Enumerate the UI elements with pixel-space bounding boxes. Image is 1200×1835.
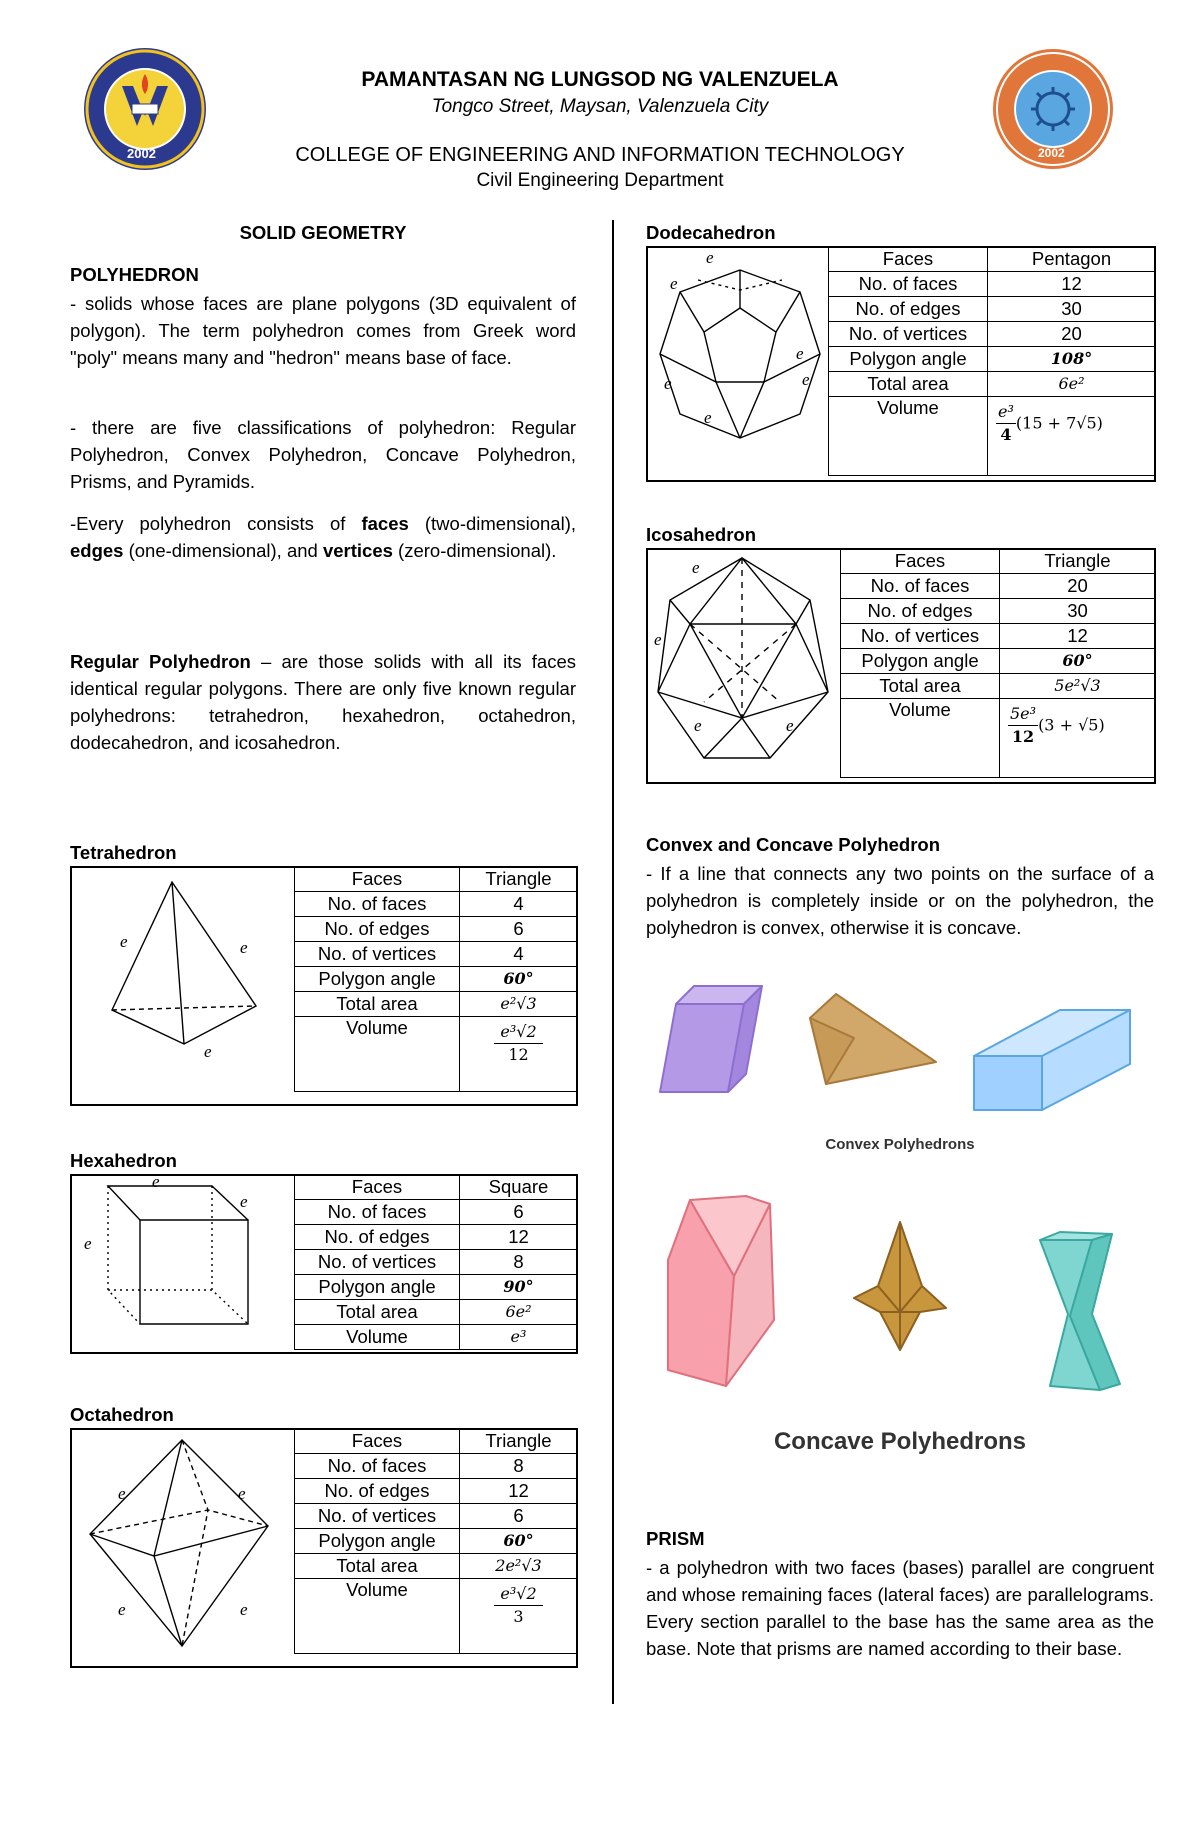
tetrahedron-title: Tetrahedron [70, 842, 177, 863]
hexahedron-title: Hexahedron [70, 1150, 177, 1171]
college-name: COLLEGE OF ENGINEERING AND INFORMATION TECHNOLOGY [295, 144, 905, 166]
edge-label: e [118, 1600, 126, 1619]
hexahedron-table: Faces Square No. of faces 6 No. of edges 12 No. of vertices 8 Polygon angle 90° Total area 6e² Volume e³ [294, 1174, 578, 1350]
convex-def: - If a line that connects any two points on the surface of a polyhedron is completely inside or on the polyhedron, the polyhedron is convex, otherwise it is concave. [646, 863, 1154, 938]
university-address: Tongco Street, Maysan, Valenzuela City [431, 96, 769, 117]
icosahedron-table: Faces Triangle No. of faces 20 No. of edges 30 No. of vertices 12 Polygon angle 60° Total area 5e²√3 Volume $\frac{\text{5e³}}{12}$ (3 + √5) [840, 548, 1156, 778]
convex-title: Convex and Concave Polyhedron [646, 834, 941, 855]
edge-label: e [802, 370, 810, 389]
edge-label: e [706, 248, 714, 267]
edge-label: e [664, 374, 672, 393]
edge-label: e [654, 630, 662, 649]
column-divider [612, 220, 614, 1704]
university-name: PAMANTASAN NG LUNGSOD NG VALENZUELA [361, 68, 839, 91]
edge-label: e [670, 274, 678, 293]
left-seal-year: 2002 [127, 146, 156, 161]
edge-label: e [240, 1192, 248, 1211]
hexahedron-figure [72, 1176, 292, 1352]
convex-caption: Convex Polyhedrons [825, 1136, 975, 1153]
section-title: SOLID GEOMETRY [239, 222, 407, 243]
edge-label: e [704, 408, 712, 427]
dodecahedron-table: Faces Pentagon No. of faces 12 No. of edges 30 No. of vertices 20 Polygon angle 108° Total area 6e² Volume $\frac{\text{e³}}{4}$ (15 + 7√5) [828, 246, 1156, 476]
octahedron-figure [72, 1430, 292, 1666]
icosahedron-figure [650, 552, 840, 780]
edge-label: e [118, 1484, 126, 1503]
tetrahedron-figure [72, 868, 292, 1104]
concave-polyhedrons-figure [650, 1190, 1150, 1400]
tetrahedron-table: Faces Triangle No. of faces 4 No. of edges 6 No. of vertices 4 Polygon angle 60° Total area e²√3 Volume e³√2 12 [294, 866, 578, 1092]
edge-label: e [796, 344, 804, 363]
right-seal-year: 2002 [1038, 146, 1065, 160]
prism-def: - a polyhedron with two faces (bases) parallel are congruent and whose remaining faces (lateral faces) are parallelograms. Every section parallel to the base has the same area as the base. Note that prisms are named according to their base. [646, 1557, 1154, 1659]
edge-label: e [204, 1042, 212, 1061]
edge-label: e [120, 932, 128, 951]
polyhedron-parts: -Every polyhedron consists of faces (two-dimensional), edges (one-dimensional), and vertices (zero-dimensional). [70, 513, 577, 561]
edge-label: e [84, 1234, 92, 1253]
dodecahedron-title: Dodecahedron [646, 222, 776, 243]
edge-label: e [152, 1172, 160, 1191]
edge-label: e [692, 558, 700, 577]
edge-label: e [786, 716, 794, 735]
edge-label: e [238, 1484, 246, 1503]
prism-title: PRISM [646, 1528, 705, 1549]
icosahedron-title: Icosahedron [646, 524, 756, 545]
polyhedron-def: - solids whose faces are plane polygons (3D equivalent of polygon). The term polyhedron comes from Greek word "poly" means many and "hedron" means base of face. [70, 293, 576, 368]
edge-label: e [694, 716, 702, 735]
edge-label: e [240, 1600, 248, 1619]
department-name: Civil Engineering Department [476, 170, 724, 191]
edge-label: e [240, 938, 248, 957]
convex-polyhedrons-figure [650, 980, 1150, 1116]
polyhedron-classes: - there are five classifications of polyhedron: Regular Polyhedron, Convex Polyhedron, Concave Polyhedron, Prisms, and Pyramids. [70, 417, 576, 492]
polyhedron-heading: POLYHEDRON [70, 264, 199, 285]
octahedron-title: Octahedron [70, 1404, 174, 1425]
octahedron-table: Faces Triangle No. of faces 8 No. of edges 12 No. of vertices 6 Polygon angle 60° Total area 2e²√3 Volume e³√2 3 [294, 1428, 578, 1654]
concave-caption: Concave Polyhedrons [773, 1428, 1027, 1455]
regular-polyhedron-def: Regular Polyhedron – are those solids with all its faces identical regular polygons. There are only five known regular polyhedrons: tetrahedron, hexahedron, octahedron, dodecahedron, and icosahedron. [70, 651, 577, 753]
